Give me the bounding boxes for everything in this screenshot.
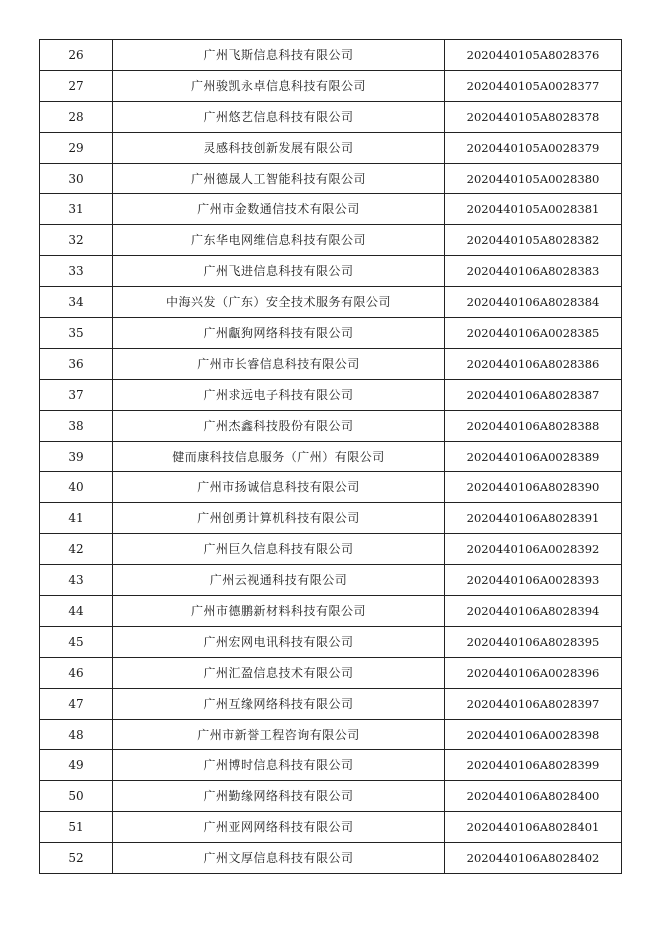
company-name: 广州甗狗网络科技有限公司 — [113, 318, 445, 349]
registration-code: 2020440105A8028376 — [445, 40, 622, 71]
registration-code: 2020440106A0028398 — [445, 719, 622, 750]
row-number: 33 — [40, 256, 113, 287]
registration-code: 2020440105A0028377 — [445, 70, 622, 101]
registration-code: 2020440106A8028394 — [445, 596, 622, 627]
table-row — [40, 287, 622, 318]
table-row — [40, 472, 622, 503]
company-name: 广州创勇计算机科技有限公司 — [113, 503, 445, 534]
row-number: 50 — [40, 781, 113, 812]
row-number: 42 — [40, 534, 113, 565]
registration-code: 2020440106A0028392 — [445, 534, 622, 565]
registration-code: 2020440106A8028395 — [445, 626, 622, 657]
registration-code: 2020440106A0028389 — [445, 441, 622, 472]
table-row — [40, 225, 622, 256]
table-row — [40, 379, 622, 410]
company-name: 广州市长睿信息科技有限公司 — [113, 348, 445, 379]
company-name: 广州巨久信息科技有限公司 — [113, 534, 445, 565]
registration-code: 2020440106A8028390 — [445, 472, 622, 503]
table-row — [40, 626, 622, 657]
registration-code: 2020440106A8028383 — [445, 256, 622, 287]
company-name: 广州宏网电讯科技有限公司 — [113, 626, 445, 657]
company-name: 广州云视通科技有限公司 — [113, 565, 445, 596]
table-row — [40, 596, 622, 627]
registration-code: 2020440106A8028391 — [445, 503, 622, 534]
company-name: 广州汇盈信息技术有限公司 — [113, 657, 445, 688]
table-row — [40, 750, 622, 781]
company-name: 广州互缘网络科技有限公司 — [113, 688, 445, 719]
table-row — [40, 719, 622, 750]
table-row — [40, 194, 622, 225]
registration-code: 2020440106A8028384 — [445, 287, 622, 318]
row-number: 37 — [40, 379, 113, 410]
registration-code: 2020440106A8028397 — [445, 688, 622, 719]
row-number: 47 — [40, 688, 113, 719]
company-name: 广州文厚信息科技有限公司 — [113, 843, 445, 874]
company-name: 广州飞斯信息科技有限公司 — [113, 40, 445, 71]
company-name: 广州飞进信息科技有限公司 — [113, 256, 445, 287]
row-number: 46 — [40, 657, 113, 688]
company-name: 广州亚网网络科技有限公司 — [113, 812, 445, 843]
row-number: 34 — [40, 287, 113, 318]
row-number: 44 — [40, 596, 113, 627]
company-name: 中海兴发（广东）安全技术服务有限公司 — [113, 287, 445, 318]
table-row — [40, 781, 622, 812]
table-row — [40, 256, 622, 287]
company-name: 广州悠艺信息科技有限公司 — [113, 101, 445, 132]
registration-code: 2020440106A0028396 — [445, 657, 622, 688]
row-number: 35 — [40, 318, 113, 349]
table-row — [40, 812, 622, 843]
registration-code: 2020440105A0028381 — [445, 194, 622, 225]
row-number: 26 — [40, 40, 113, 71]
table-row — [40, 101, 622, 132]
registration-code: 2020440106A8028386 — [445, 348, 622, 379]
company-name: 灵感科技创新发展有限公司 — [113, 132, 445, 163]
registration-code: 2020440105A0028380 — [445, 163, 622, 194]
table-row — [40, 318, 622, 349]
company-name: 广州市扬诚信息科技有限公司 — [113, 472, 445, 503]
row-number: 30 — [40, 163, 113, 194]
row-number: 31 — [40, 194, 113, 225]
row-number: 51 — [40, 812, 113, 843]
company-name: 广东华电网维信息科技有限公司 — [113, 225, 445, 256]
registration-code: 2020440106A0028393 — [445, 565, 622, 596]
row-number: 48 — [40, 719, 113, 750]
company-name: 广州骏凯永卓信息科技有限公司 — [113, 70, 445, 101]
company-name: 广州博时信息科技有限公司 — [113, 750, 445, 781]
registration-code: 2020440106A8028387 — [445, 379, 622, 410]
table-row — [40, 410, 622, 441]
registry-table-body — [40, 40, 622, 874]
registration-code: 2020440105A0028379 — [445, 132, 622, 163]
row-number: 43 — [40, 565, 113, 596]
table-row — [40, 503, 622, 534]
company-name: 健而康科技信息服务（广州）有限公司 — [113, 441, 445, 472]
row-number: 32 — [40, 225, 113, 256]
row-number: 36 — [40, 348, 113, 379]
registration-code: 2020440106A8028388 — [445, 410, 622, 441]
table-row — [40, 348, 622, 379]
registration-code: 2020440106A0028385 — [445, 318, 622, 349]
row-number: 28 — [40, 101, 113, 132]
table-row — [40, 843, 622, 874]
company-name: 广州勤缘网络科技有限公司 — [113, 781, 445, 812]
row-number: 40 — [40, 472, 113, 503]
row-number: 38 — [40, 410, 113, 441]
table-row — [40, 565, 622, 596]
row-number: 49 — [40, 750, 113, 781]
table-row — [40, 441, 622, 472]
table-row — [40, 70, 622, 101]
company-name: 广州求远电子科技有限公司 — [113, 379, 445, 410]
row-number: 29 — [40, 132, 113, 163]
company-name: 广州市新誉工程咨询有限公司 — [113, 719, 445, 750]
registration-code: 2020440106A8028399 — [445, 750, 622, 781]
table-row — [40, 657, 622, 688]
row-number: 39 — [40, 441, 113, 472]
company-name: 广州杰鑫科技股份有限公司 — [113, 410, 445, 441]
registration-code: 2020440106A8028400 — [445, 781, 622, 812]
registration-code: 2020440105A8028378 — [445, 101, 622, 132]
company-registry-table — [39, 39, 622, 874]
company-name: 广州市德鹏新材料科技有限公司 — [113, 596, 445, 627]
company-name: 广州德晟人工智能科技有限公司 — [113, 163, 445, 194]
table-row — [40, 163, 622, 194]
row-number: 45 — [40, 626, 113, 657]
table-row — [40, 132, 622, 163]
company-name: 广州市金数通信技术有限公司 — [113, 194, 445, 225]
registration-code: 2020440105A8028382 — [445, 225, 622, 256]
registration-code: 2020440106A8028402 — [445, 843, 622, 874]
table-row — [40, 40, 622, 71]
registration-code: 2020440106A8028401 — [445, 812, 622, 843]
table-row — [40, 534, 622, 565]
table-row — [40, 688, 622, 719]
row-number: 52 — [40, 843, 113, 874]
row-number: 27 — [40, 70, 113, 101]
row-number: 41 — [40, 503, 113, 534]
